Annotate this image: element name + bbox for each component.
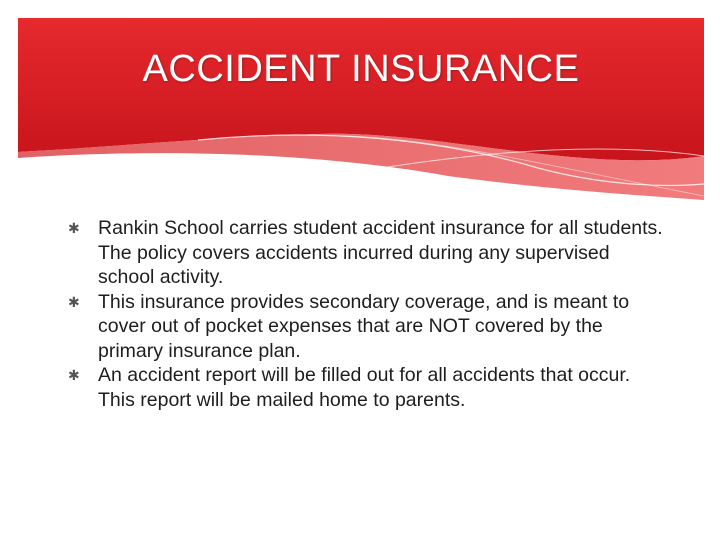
title-banner — [18, 18, 704, 200]
bullet-list — [68, 216, 668, 412]
asterisk-bullet-icon: ✱ — [68, 367, 80, 383]
bullet-text: Rankin School carries student accident insurance for all students. The policy covers accidents incurred during any supervised school activity. — [98, 217, 663, 288]
slide-title: ACCIDENT INSURANCE — [142, 48, 580, 90]
bullet-text: An accident report will be filled out for all accidents that occur. This report will be mailed home to parents. — [98, 364, 631, 411]
bullet-text: This insurance provides secondary coverage, and is meant to cover out of pocket expenses that are NOT covered by the primary insurance plan. — [98, 290, 630, 362]
bullet-item — [68, 216, 668, 290]
banner-graphic — [18, 18, 704, 200]
asterisk-bullet-icon: ✱ — [68, 293, 80, 310]
bullet-item — [68, 290, 668, 364]
bullet-item — [68, 363, 668, 412]
asterisk-bullet-icon: ✱ — [68, 220, 80, 236]
